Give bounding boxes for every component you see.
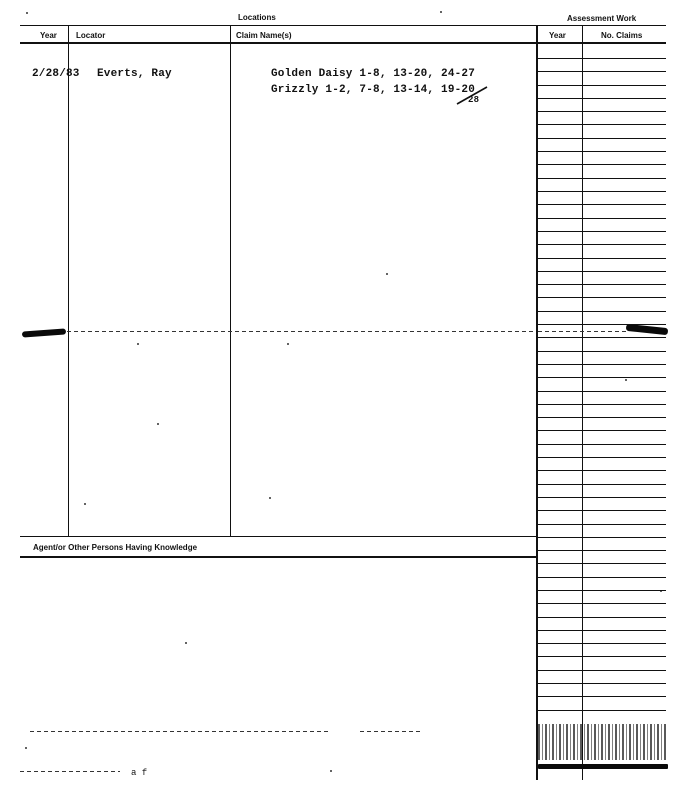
- mid-separator-right: [538, 331, 628, 332]
- assessment-work-header: Assessment Work: [567, 14, 637, 23]
- right-heavy-mark: [626, 324, 669, 335]
- mid-separator: [60, 331, 536, 332]
- stray-dot: [84, 503, 86, 505]
- assessment-row-rule: [538, 151, 666, 152]
- assessment-row-rule: [538, 71, 666, 72]
- assessment-row-rule: [538, 524, 666, 525]
- assessment-row-rule: [538, 284, 666, 285]
- assessment-row-rule: [538, 430, 666, 431]
- entry-year: 2/28/83: [32, 68, 80, 80]
- assessment-row-rule: [538, 98, 666, 99]
- stray-dot: [287, 343, 289, 345]
- assessment-row-rule: [538, 391, 666, 392]
- assessment-row-rule: [538, 191, 666, 192]
- locations-bottom-rule: [20, 536, 536, 537]
- assessment-row-rule: [538, 550, 666, 551]
- agent-header: Agent/or Other Persons Having Knowledge: [33, 543, 198, 552]
- bottom-dashed-line: [20, 771, 120, 772]
- stray-dot: [386, 273, 388, 275]
- assessment-row-rule: [538, 404, 666, 405]
- assessment-row-rule: [538, 484, 666, 485]
- claim-name-line-1: Golden Daisy 1-8, 13-20, 24-27: [271, 68, 476, 80]
- stray-dot: [26, 12, 28, 14]
- assessment-row-rule: [538, 124, 666, 125]
- assessment-row-rule: [538, 670, 666, 671]
- assessment-row-rule: [538, 231, 666, 232]
- stray-dot: [269, 497, 271, 499]
- claim-name-line-2: Grizzly 1-2, 7-8, 13-14, 19-20: [271, 84, 476, 96]
- stray-dot: [25, 747, 27, 749]
- assessment-row-rule: [538, 696, 666, 697]
- stray-dot: [157, 423, 159, 425]
- assessment-row-rule: [538, 603, 666, 604]
- assessment-row-rule: [538, 58, 666, 59]
- assessment-row-rule: [538, 324, 666, 325]
- assessment-row-rule: [538, 377, 666, 378]
- left-heavy-mark: [22, 328, 66, 337]
- assessment-row-rule: [538, 178, 666, 179]
- bottom-heavy-rule: [538, 764, 668, 769]
- assessment-row-rule: [538, 710, 666, 711]
- footer-stray-text: a f: [131, 768, 148, 778]
- assessment-year-column-header: Year: [549, 31, 566, 40]
- assessment-row-rule: [538, 271, 666, 272]
- locations-header: Locations: [238, 13, 276, 22]
- assessment-row-rule: [538, 311, 666, 312]
- assessment-row-rule: [538, 85, 666, 86]
- locator-column-header: Locator: [76, 31, 106, 40]
- claim-names-column-header: Claim Name(s): [236, 31, 292, 40]
- assessment-row-rule: [538, 683, 666, 684]
- agent-header-rule: [20, 556, 536, 558]
- assessment-row-rule: [538, 497, 666, 498]
- assessment-row-rule: [538, 510, 666, 511]
- assessment-row-rule: [538, 138, 666, 139]
- assessment-row-rule: [538, 351, 666, 352]
- assessment-row-rule: [538, 244, 666, 245]
- assessment-row-rule: [538, 617, 666, 618]
- assessment-row-rule: [538, 643, 666, 644]
- assessment-row-rule: [538, 537, 666, 538]
- bottom-dashed-line: [30, 731, 330, 732]
- assessment-row-rule: [538, 218, 666, 219]
- assessment-row-rule: [538, 258, 666, 259]
- header-bottom-rule: [20, 42, 666, 44]
- assessment-row-rule: [538, 111, 666, 112]
- assessment-row-rule: [538, 444, 666, 445]
- scan-noise: [538, 724, 668, 760]
- assessment-row-rule: [538, 590, 666, 591]
- stray-dot: [137, 343, 139, 345]
- year-locator-divider: [68, 25, 69, 536]
- entry-locator: Everts, Ray: [97, 68, 172, 80]
- assessment-row-rule: [538, 297, 666, 298]
- stray-dot: [185, 642, 187, 644]
- stray-dot: [330, 770, 332, 772]
- assessment-row-rule: [538, 417, 666, 418]
- assessment-row-rule: [538, 364, 666, 365]
- assessment-row-rule: [538, 577, 666, 578]
- assessment-row-rule: [538, 656, 666, 657]
- stray-dot: [625, 379, 627, 381]
- assessment-row-rule: [538, 164, 666, 165]
- claim-annotation: 28: [468, 95, 480, 105]
- bottom-dashed-line: [360, 731, 420, 732]
- assessment-row-rule: [538, 204, 666, 205]
- assessment-row-rule: [538, 630, 666, 631]
- locator-claims-divider: [230, 25, 231, 536]
- stray-dot: [440, 11, 442, 13]
- assessment-row-rule: [538, 337, 666, 338]
- header-top-rule: [20, 25, 666, 26]
- assessment-row-rule: [538, 563, 666, 564]
- assessment-row-rule: [538, 457, 666, 458]
- assessment-row-rule: [538, 470, 666, 471]
- no-claims-column-header: No. Claims: [601, 31, 643, 40]
- year-column-header: Year: [40, 31, 57, 40]
